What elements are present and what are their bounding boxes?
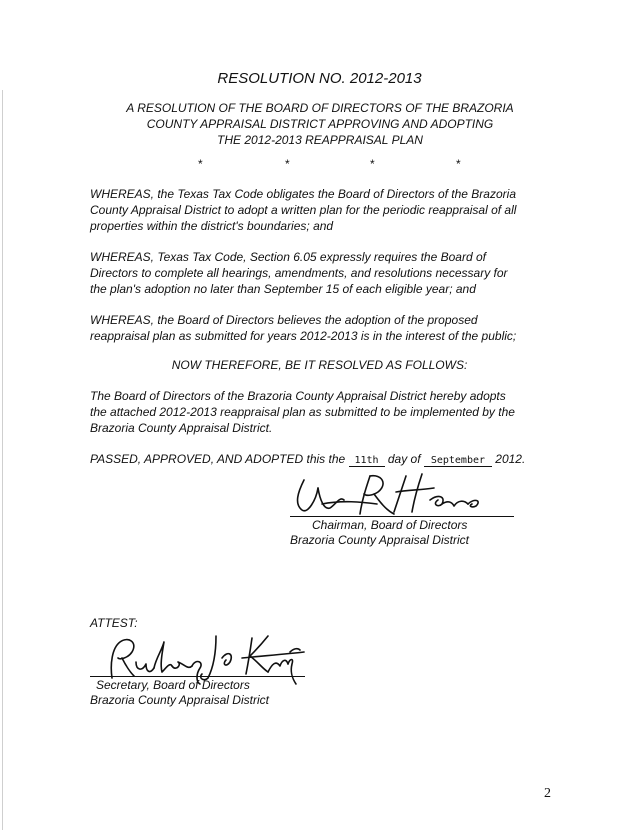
whereas-paragraph-2 bbox=[90, 249, 560, 297]
paragraph-line: County Appraisal District to adopt a written plan for the periodic reappraisal of all bbox=[90, 203, 517, 217]
resolved-heading: NOW THEREFORE, BE IT RESOLVED AS FOLLOWS: bbox=[171, 358, 468, 372]
paragraph-line: the attached 2012-2013 reappraisal plan as submitted to be implemented by the bbox=[90, 405, 515, 419]
subtitle-line: THE 2012-2013 REAPPRAISAL PLAN bbox=[217, 133, 423, 147]
passed-middle: day of bbox=[387, 452, 421, 466]
month-field: September bbox=[424, 455, 492, 467]
secretary-signature-line bbox=[90, 676, 305, 677]
paragraph-line: WHEREAS, the Texas Tax Code obligates the Board of Directors of the Brazoria bbox=[90, 187, 516, 201]
paragraph-line: Brazoria County Appraisal District. bbox=[90, 421, 273, 435]
page-number: 2 bbox=[544, 786, 551, 801]
adoption-paragraph bbox=[90, 388, 560, 436]
secretary-org: Brazoria County Appraisal District bbox=[90, 693, 269, 707]
chairman-title: Chairman, Board of Directors bbox=[312, 518, 468, 532]
passed-year: 2012. bbox=[495, 452, 526, 466]
chairman-signature-line bbox=[290, 516, 514, 517]
whereas-paragraph-3 bbox=[90, 312, 560, 344]
separator-star: * bbox=[285, 157, 290, 171]
attest-label: ATTEST: bbox=[90, 616, 138, 630]
paragraph-line: WHEREAS, the Board of Directors believes the adoption of the proposed bbox=[90, 313, 478, 327]
paragraph-line: properties within the district's boundaries; and bbox=[90, 219, 334, 233]
passed-prefix: PASSED, APPROVED, AND ADOPTED this the bbox=[90, 452, 346, 466]
paragraph-line: reappraisal plan as submitted for years 2012-2013 is in the interest of the public; bbox=[90, 329, 517, 343]
paragraph-line: the plan's adoption no later than September 15 of each eligible year; and bbox=[90, 282, 476, 296]
day-field: 11th bbox=[349, 455, 385, 467]
passed-line bbox=[90, 452, 525, 467]
paragraph-line: The Board of Directors of the Brazoria County Appraisal District hereby adopts bbox=[90, 389, 506, 403]
resolution-subtitle bbox=[90, 100, 550, 148]
paragraph-line: WHEREAS, Texas Tax Code, Section 6.05 expressly requires the Board of bbox=[90, 250, 486, 264]
subtitle-line: A RESOLUTION OF THE BOARD OF DIRECTORS OF THE BRAZORIA bbox=[126, 101, 514, 115]
separator-stars bbox=[0, 157, 639, 171]
scan-edge bbox=[2, 90, 3, 830]
separator-star: * bbox=[198, 157, 203, 171]
chairman-signature bbox=[282, 470, 492, 520]
secretary-title: Secretary, Board of Directors bbox=[96, 678, 250, 692]
chairman-org: Brazoria County Appraisal District bbox=[290, 533, 469, 547]
paragraph-line: Directors to complete all hearings, amendments, and resolutions necessary for bbox=[90, 266, 508, 280]
separator-star: * bbox=[456, 157, 461, 171]
separator-star: * bbox=[370, 157, 375, 171]
resolution-title: RESOLUTION NO. 2012-2013 bbox=[217, 70, 422, 87]
whereas-paragraph-1 bbox=[90, 186, 560, 234]
subtitle-line: COUNTY APPRAISAL DISTRICT APPROVING AND ADOPTING bbox=[146, 117, 494, 131]
